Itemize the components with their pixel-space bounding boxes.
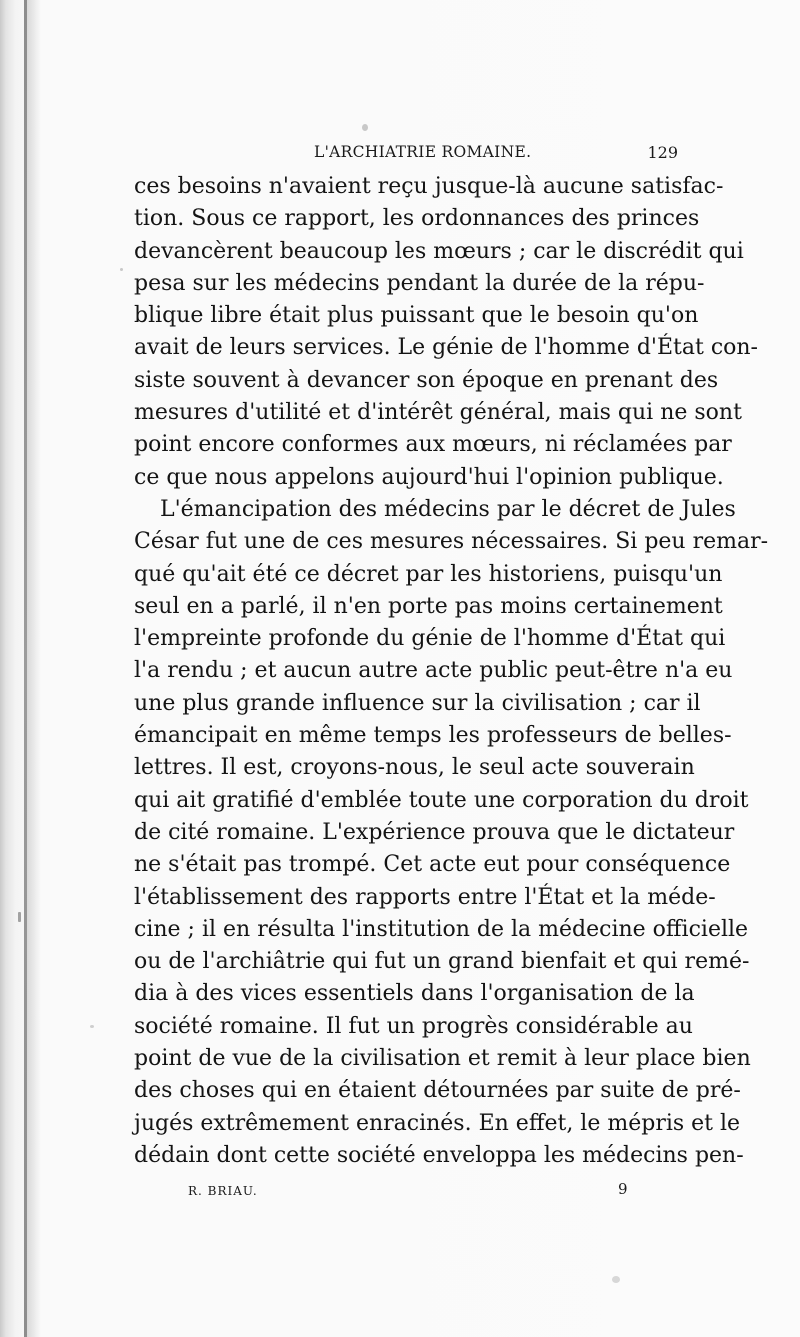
text-line: ou de l'archiâtrie qui fut un grand bienfait et qui remé- (134, 949, 750, 975)
sheet-number: 9 (618, 1180, 629, 1198)
text-line: devancèrent beaucoup les mœurs ; car le discrédit qui (134, 238, 744, 264)
print-speck (18, 912, 21, 922)
running-head (134, 143, 678, 167)
text-line: société romaine. Il fut un progrès considérable au (134, 1013, 693, 1039)
text-line: mesures d'utilité et d'intérêt général, mais qui ne sont (134, 400, 742, 426)
page-footer (188, 1180, 629, 1206)
text-line: César fut une de ces mesures nécessaires. Si peu remar- (134, 529, 769, 555)
text-line: cine ; il en résulta l'institution de la médecine officielle (134, 916, 749, 942)
text-line: qui ait gratifié d'emblée toute une corporation du droit (134, 787, 749, 813)
gutter-shadow (27, 0, 41, 1337)
print-speck (90, 1025, 94, 1028)
text-line: siste souvent à devancer son époque en prenant des (134, 367, 719, 393)
text-line: ce que nous appelons aujourd'hui l'opinion publique. (134, 464, 724, 490)
print-speck (362, 124, 368, 131)
text-line: l'empreinte profonde du génie de l'homme d'État qui (134, 626, 726, 652)
text-line: point de vue de la civilisation et remit à leur place bien (134, 1046, 751, 1072)
running-title: L'ARCHIATRIE ROMAINE. (314, 143, 532, 161)
text-line: l'établissement des rapports entre l'État et la méde- (134, 884, 716, 910)
text-line: tion. Sous ce rapport, les ordonnances des princes (134, 206, 700, 232)
text-line: pesa sur les médecins pendant la durée de la répu- (134, 270, 705, 296)
text-line: de cité romaine. L'expérience prouva que le dictateur (134, 819, 735, 845)
text-line: l'a rendu ; et aucun autre acte public peut-être n'a eu (134, 658, 733, 684)
page-number: 129 (647, 143, 678, 162)
text-line: une plus grande influence sur la civilisation ; car il (134, 690, 701, 716)
text-line: qué qu'ait été ce décret par les historiens, puisqu'un (134, 561, 723, 587)
text-line: ces besoins n'avaient reçu jusque-là aucune satisfac- (134, 174, 724, 199)
text-line: avait de leurs services. Le génie de l'homme d'État con- (134, 335, 758, 361)
text-line: L'émancipation des médecins par le décret de Jules (160, 496, 736, 522)
print-speck (120, 268, 123, 271)
text-line: blique libre était plus puissant que le besoin qu'on (134, 303, 699, 329)
text-line: lettres. Il est, croyons-nous, le seul acte souverain (134, 755, 695, 781)
text-line: des choses qui en étaient détournées par suite de pré- (134, 1078, 741, 1104)
text-line: dia à des vices essentiels dans l'organisation de la (134, 981, 695, 1007)
paragraph-2 (134, 494, 769, 1172)
paragraph-1 (134, 171, 758, 494)
text-line: dédain dont cette société enveloppa les médecins pen- (134, 1142, 744, 1168)
print-speck (612, 1276, 620, 1283)
text-line: seul en a parlé, il n'en porte pas moins certainement (134, 593, 723, 619)
text-line: point encore conformes aux mœurs, ni réclamées par (134, 432, 732, 458)
text-line: ne s'était pas trompé. Cet acte eut pour conséquence (134, 852, 731, 878)
text-line: jugés extrêmement enracinés. En effet, le mépris et le (134, 1110, 741, 1136)
signature-mark: R. BRIAU. (188, 1184, 258, 1198)
text-line: émancipait en même temps les professeurs de belles- (134, 723, 732, 749)
body-text (134, 171, 769, 1172)
